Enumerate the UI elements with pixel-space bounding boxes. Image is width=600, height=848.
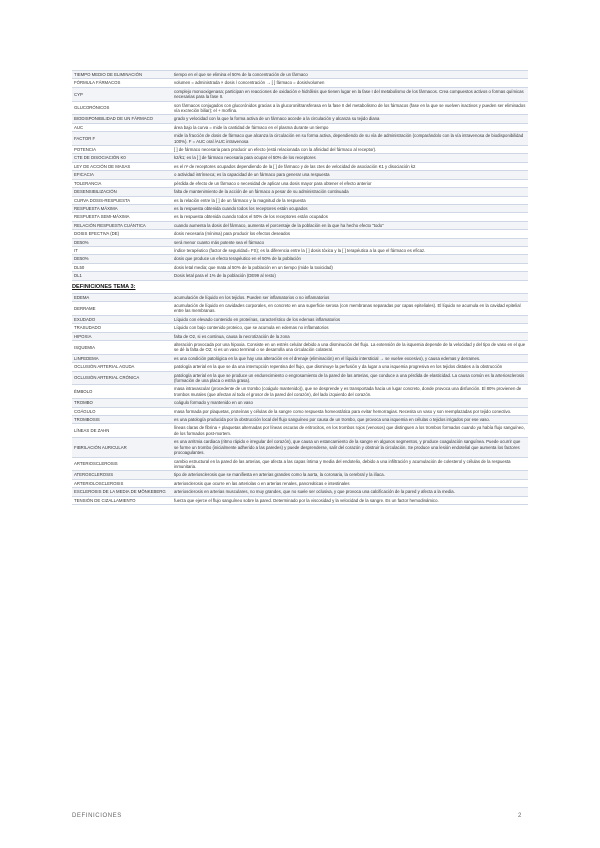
term-cell: LÍNEAS DE ZAHN (72, 424, 172, 438)
definition-cell: es una condición patológica en la que hay una alteración en el drenaje (eliminación) en el líquido intersticial → se vuelve excesivo), y causa edemas y derrames. (172, 354, 528, 362)
definition-cell: falta de O2, si es continua, causa la necrotización de la zona (172, 332, 528, 340)
definition-cell: es una patología producida por la obstrucción local del flujo sanguíneo por causa de un trombo, que provoca una isquemia en células o tejidos irrigados por ese vaso. (172, 416, 528, 424)
footer-title: DEFINICIONES (72, 813, 122, 819)
definition-row (72, 101, 528, 115)
definition-row (72, 315, 528, 323)
definition-cell: arteriosclerosis que ocurre en las arteriolas o en arterias renales, pancreáticas e intestinales (172, 479, 528, 487)
term-cell: IT (72, 246, 172, 254)
definition-row (72, 213, 528, 221)
term-cell: EDEMA (72, 293, 172, 301)
term-cell: EXUDADO (72, 315, 172, 323)
definition-cell: área bajo la curva = mide la cantidad de fármaco en el plasma durante un tiempo (172, 123, 528, 131)
definition-row (72, 171, 528, 179)
definition-cell: dosis necesaria (mínima) para producir los efectos deseados (172, 230, 528, 238)
definition-cell: masa intravascular (procedente de un trombo (coágulo mantenido)), que se desprende y es transportada hacia un lugar concreto, donde provoca una disfunción. El 80% provienen de trombos murales (que afectan al todo el grosor de la pared del corazón), del lado izquierdo del corazón. (172, 385, 528, 399)
term-cell: LEY DE ACCIÓN DE MASAS (72, 162, 172, 170)
page-number: 2 (518, 813, 522, 819)
term-cell: FACTOR F (72, 132, 172, 146)
definition-cell: es el nº de receptores ocupados dependiendo de la [ ] de fármaco y de las ctes de velocidad de asociación K1 y disociación k2 (172, 162, 528, 170)
term-cell: LINFEDEMA (72, 354, 172, 362)
definition-cell: cambio estructural en la pared de las arterias, que afecta a las capas íntima y media del endotelio, debido a una infiltración y acumulación de colesterol y células de la respuesta inmunitaria. (172, 457, 528, 471)
definition-cell: masa formada por plaquetas, proteínas y células de la sangre como respuesta homeostática para evitar hemorragias. Necesita un vaso y son reemplazadas por tejido conectivo. (172, 407, 528, 415)
definition-row (72, 479, 528, 487)
definition-cell: alteración provocada por una hipoxia. Consiste en un estrés celular debido a una disminución del flujo. La extensión de la isquemia depende de la velocidad y del tipo de vaso en el que se dé la falta de O2; si es un vaso terminal o se desarrolla una circulación colateral. (172, 341, 528, 355)
definition-cell: falta de mantenimiento de la acción de un fármaco a pesar de su administración continuada (172, 188, 528, 196)
term-cell: FÓRMULA FÁRMACOS (72, 79, 172, 87)
term-cell: DERRAME (72, 301, 172, 315)
term-cell: DL1 (72, 272, 172, 280)
term-cell: TENSIÓN DE CIZALLAMIENTO (72, 496, 172, 504)
document-page (72, 70, 528, 505)
definition-cell: acumulación de líquido en cavidades corporales, en concreto en una superficie serosa (con membranas separadas por capas epiteliales). El líquido se acumula en la cavidad epitelial entre las membranas. (172, 301, 528, 315)
definition-cell: Líquido con bajo contenido proteico, que se acumula en edemas no inflamatorios (172, 324, 528, 332)
definition-row (72, 71, 528, 79)
definition-cell: dosis que produce un efecto terapéutico en el 50% de la población (172, 255, 528, 263)
term-cell: OCLUSIÓN ARTERIAL AGUDA (72, 363, 172, 371)
definition-row (72, 79, 528, 87)
term-cell: DL50 (72, 263, 172, 271)
term-cell: ARTERIOSCLEROSIS (72, 457, 172, 471)
definition-cell: fuerza que ejerce el flujo sanguíneo sobre la pared. Determinado por la viscosidad y la velocidad de la sangre. Es un factor hemodinámico. (172, 496, 528, 504)
definition-row (72, 407, 528, 415)
definition-row (72, 363, 528, 371)
definition-row (72, 341, 528, 355)
term-cell: ISQUEMIA (72, 341, 172, 355)
definition-row (72, 188, 528, 196)
definition-row (72, 230, 528, 238)
definition-row (72, 204, 528, 212)
definition-row (72, 332, 528, 340)
definition-row (72, 263, 528, 271)
term-cell: CURVA DOSIS-RESPUESTA (72, 196, 172, 204)
term-cell: ESCLEROSIS DE LA MEDIA DE MÖNKEBERG (72, 488, 172, 496)
definition-row (72, 154, 528, 162)
term-cell: POTENCIA (72, 146, 172, 154)
definition-cell: dosis letal media; que mata al 50% de la población en un tiempo (mide la toxicidad) (172, 263, 528, 271)
definition-row (72, 196, 528, 204)
definition-row (72, 293, 528, 301)
definition-cell: cuando aumenta la dosis del fármaco, aumenta el porcentaje de la población en la que ha hecho efecto "todo" (172, 221, 528, 229)
definition-cell: será menor cuanto más potente sea el fármaco (172, 238, 528, 246)
definition-row (72, 115, 528, 123)
definition-row (72, 371, 528, 385)
term-cell: ARTERIOLOSCLEROSIS (72, 479, 172, 487)
definition-row (72, 246, 528, 254)
definition-cell: es la respuesta obtenida cuando todos los receptores están ocupados (172, 204, 528, 212)
definitions-table-2 (72, 293, 528, 505)
definition-cell: Líquido con elevado contenido en proteínas, característico de los edemas inflamatorios (172, 315, 528, 323)
definition-cell: tipo de arteriosclerosis que se manifiesta en arterias grandes como la aorta, la coronaria, la cerebral y la ilíaca. (172, 471, 528, 479)
definition-cell: mide la fracción de dosis de fármaco que alcanza la circulación en su forma activa, dependiendo de su vía de administración (comparándolo con la vía intravenosa de biodisponibilidad 100%). F = AUC oral /AUC intravenosa (172, 132, 528, 146)
term-cell: ÉMBOLO (72, 385, 172, 399)
term-cell: TRASUDADO (72, 324, 172, 332)
term-cell: DE50% (72, 238, 172, 246)
term-cell: DE50% (72, 255, 172, 263)
definition-cell: patología arterial en la que se produce un endurecimiento o engrosamiento de la pared de las arterias, que conduce a una pérdida de elasticidad. La causa común es la arteriosclerosis (formación de una placa o estría grasa). (172, 371, 528, 385)
term-cell: GLUCORÓNICOS (72, 101, 172, 115)
definition-row (72, 438, 528, 457)
definition-cell: complejo monooxigenasa; participan en reacciones de oxidación e hidrólisis que tienen lugar en la fase I del metabolismo de los fármacos. Crea compuestos activos o formas químicas necesarias para la fase II. (172, 87, 528, 101)
definition-cell: volumen = administrada × dosis / concentración → [ ] fármaco = dosis/volumen (172, 79, 528, 87)
definition-row (72, 399, 528, 407)
definition-row (72, 488, 528, 496)
term-cell: AUC (72, 123, 172, 131)
term-cell: COÁGULO (72, 407, 172, 415)
definition-row (72, 385, 528, 399)
definition-cell: es la relación entre la [ ] de un fármaco y la magnitud de la respuesta (172, 196, 528, 204)
term-cell: RELACIÓN RESPUESTA CUÁNTICA (72, 221, 172, 229)
definition-cell: grado y velocidad con la que la forma activa de un fármaco accede a la circulación y alcanza su tejido diana (172, 115, 528, 123)
term-cell: TIEMPO MEDIO DE ELIMINACIÓN (72, 71, 172, 79)
definition-row (72, 471, 528, 479)
term-cell: DOSIS EFECTIVA (DE) (72, 230, 172, 238)
definition-row (72, 354, 528, 362)
term-cell: FIBRILACIÓN AURICULAR (72, 438, 172, 457)
definition-cell: o actividad intrínseca; es la capacidad de un fármaco para generar una respuesta (172, 171, 528, 179)
term-cell: BIODISPONIBILIDAD DE UN FÁRMACO (72, 115, 172, 123)
definition-row (72, 457, 528, 471)
term-cell: TOLERANCIA (72, 179, 172, 187)
definition-cell: acumulación de líquido en los tejidos. Pueden ser inflamatorios o no inflamatorios (172, 293, 528, 301)
definition-row (72, 87, 528, 101)
definition-cell: es una arritmia cardiaca (ritmo rápido e irregular del corazón), que causa un estancamiento de la sangre en algunos segmentos, y produce coagulación sanguínea. Puede ocurrir que se forme un trombo (inicialmente adherido a las paredes) y puede desprenderse, salir del corazón y obstruir la circulación. Se produce una lesión endotelial que aumenta los factores procoagulantes. (172, 438, 528, 457)
definition-row (72, 416, 528, 424)
term-cell: DESENSIBILIZACIÓN (72, 188, 172, 196)
definition-row (72, 238, 528, 246)
section-title: DEFINICIONES TEMA 3: (72, 283, 136, 290)
definition-row (72, 424, 528, 438)
definition-cell: Dosis letal para el 1% de la población (DE99 al resto) (172, 272, 528, 280)
term-cell: ATEROSCLEROSIS (72, 471, 172, 479)
definition-cell: índice terapéutico (factor de seguridad= FS); es la diferencia entre la [ ] dosis tóxica y la [ ] terapéutica a la que el fármaco es eficaz. (172, 246, 528, 254)
definition-row (72, 146, 528, 154)
definition-row (72, 301, 528, 315)
definition-row (72, 123, 528, 131)
definition-cell: líneas claras de fibrina + plaquetas alternadas por líneas oscuras de eritrocitos, en los trombos rojos (venosos) que distinguen a los trombos formados cuando ya había flujo sanguíneo, de los formados post-mortem. (172, 424, 528, 438)
definition-row (72, 496, 528, 504)
definition-cell: coágulo formado y mantenido en un vaso (172, 399, 528, 407)
term-cell: TROMBOSIS (72, 416, 172, 424)
definitions-table-1 (72, 70, 528, 281)
definition-cell: tiempo en el que se elimina el 50% de la concentración de un fármaco (172, 71, 528, 79)
definition-row (72, 179, 528, 187)
definition-row (72, 255, 528, 263)
definition-cell: [ ] de fármaco necesaria para producir un efecto (está relacionada con la afinidad del fármaco al receptor). (172, 146, 528, 154)
term-cell: CYP (72, 87, 172, 101)
term-cell: CTE DE DISOCIACIÓN K0 (72, 154, 172, 162)
term-cell: EFICACIA (72, 171, 172, 179)
definition-cell: es la respuesta obtenida cuando todos el 50% de los receptores están ocupados (172, 213, 528, 221)
term-cell: RESPUESTA MÁXIMA (72, 204, 172, 212)
definition-row (72, 272, 528, 280)
term-cell: OCLUSIÓN ARTERIAL CRÓNICA (72, 371, 172, 385)
definition-row (72, 221, 528, 229)
definition-cell: k2/k1; es la [ ] de fármaco necesaria para ocupar el 50% de los receptores (172, 154, 528, 162)
definition-row (72, 324, 528, 332)
definition-cell: arteriosclerosis en arterias musculares, no muy grandes, que no suele ser oclusiva, y que provoca una calcificación de la pared y afecta a la media. (172, 488, 528, 496)
term-cell: RESPUESTA SEMI-MÁXIMA (72, 213, 172, 221)
definition-row (72, 132, 528, 146)
definition-cell: son fármacos conjugados con glucorónidos gracias a la glucoroniltransferasa en la fase II del metabolismo de los fármacos (fase en la que se vuelven inactivos y pueden ser eliminados vía excreción biliar); el + morfina. (172, 101, 528, 115)
term-cell: TROMBO (72, 399, 172, 407)
definition-cell: pérdida de efecto de un fármaco o necesidad de aplicar una dosis mayor para obtener el efecto anterior (172, 179, 528, 187)
definition-row (72, 162, 528, 170)
definition-cell: patología arterial en la que se da una interrupción repentina del flujo, que disminuye la perfusión y da lugar a una isquemia progresiva en los tejidos distales a la obstrucción (172, 363, 528, 371)
term-cell: HIPOXIA (72, 332, 172, 340)
